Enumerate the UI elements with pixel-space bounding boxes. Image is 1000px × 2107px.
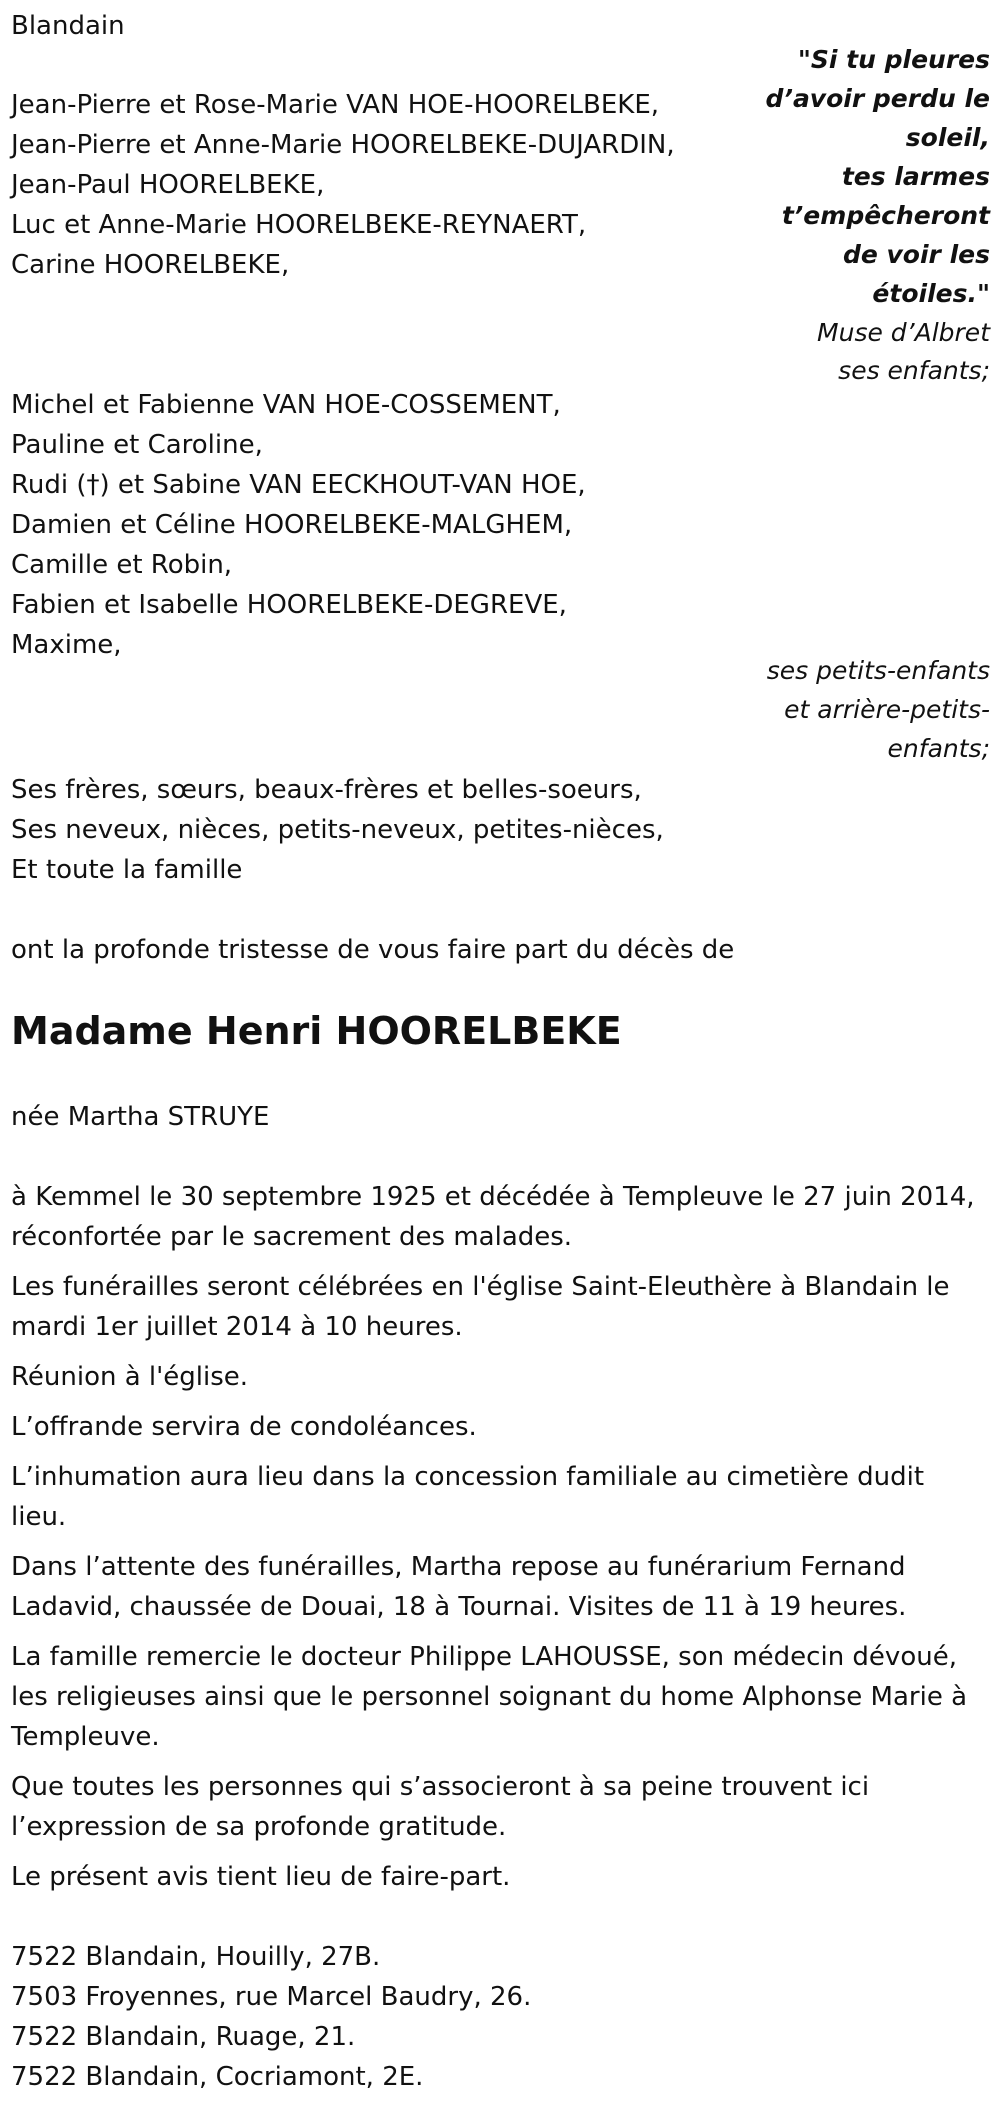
family-line: Ses frères, sœurs, beaux-frères et belles-soeurs, [11,775,642,805]
body-line: Les funérailles seront célébrées en l'église Saint-Eleuthère à Blandain le [11,1272,950,1302]
body-line: lieu. [11,1502,67,1532]
family-line: Jean-Paul HOORELBEKE, [11,170,325,200]
body-line: Que toutes les personnes qui s’associeront à sa peine trouvent ici [11,1772,870,1802]
address-line: 7522 Blandain, Cocriamont, 2E. [11,2062,424,2092]
address-line: 7503 Froyennes, rue Marcel Baudry, 26. [11,1982,532,2012]
address-line: 7522 Blandain, Houilly, 27B. [11,1942,381,1972]
maiden-name: née Martha STRUYE [11,1102,270,1132]
family-line: Maxime, [11,630,122,660]
body-line: Réunion à l'église. [11,1362,249,1392]
group-label-grandchildren: enfants; [887,734,990,763]
group-label-grandchildren: ses petits-enfants [766,656,990,685]
group-label-children: ses enfants; [838,356,990,385]
body-line: les religieuses ainsi que le personnel soignant du home Alphonse Marie à [11,1682,968,1712]
deceased-name: Madame Henri HOORELBEKE [11,1009,622,1053]
body-line: l’expression de sa profonde gratitude. [11,1812,507,1842]
family-line: Rudi (†) et Sabine VAN EECKHOUT-VAN HOE, [11,470,586,500]
family-line: Et toute la famille [11,855,243,885]
body-line: L’inhumation aura lieu dans la concession familiale au cimetière dudit [11,1462,925,1492]
family-line: Camille et Robin, [11,550,233,580]
quote-line: t’empêcheront [781,201,990,230]
quote-line: soleil, [905,123,990,152]
body-line: réconfortée par le sacrement des malades. [11,1222,573,1252]
family-line: Carine HOORELBEKE, [11,250,290,280]
quote-line: de voir les [842,240,990,269]
body-line: Ladavid, chaussée de Douai, 18 à Tournai. Visites de 11 à 19 heures. [11,1592,907,1622]
body-line: Dans l’attente des funérailles, Martha repose au funérarium Fernand [11,1552,906,1582]
family-line: Ses neveux, nièces, petits-neveux, petites-nièces, [11,815,664,845]
quote-line: étoiles." [872,279,990,308]
quote-line: tes larmes [841,162,990,191]
body-line: Templeuve. [11,1722,160,1752]
place-heading: Blandain [11,11,125,41]
body-line: Le présent avis tient lieu de faire-part. [11,1862,511,1892]
family-line: Damien et Céline HOORELBEKE-MALGHEM, [11,510,573,540]
family-line: Luc et Anne-Marie HOORELBEKE-REYNAERT, [11,210,587,240]
body-line: La famille remercie le docteur Philippe LAHOUSSE, son médecin dévoué, [11,1642,957,1672]
group-label-grandchildren: et arrière-petits- [784,695,990,724]
body-line: mardi 1er juillet 2014 à 10 heures. [11,1312,463,1342]
body-line: à Kemmel le 30 septembre 1925 et décédée à Templeuve le 27 juin 2014, [11,1182,975,1212]
address-line: 7522 Blandain, Ruage, 21. [11,2022,356,2052]
family-line: Jean-Pierre et Rose-Marie VAN HOE-HOORELBEKE, [11,90,660,120]
body-line: L’offrande servira de condoléances. [11,1412,477,1442]
family-line: Fabien et Isabelle HOORELBEKE-DEGREVE, [11,590,567,620]
family-line: Pauline et Caroline, [11,430,263,460]
quote-author: Muse d’Albret [817,318,990,347]
announcement-text: ont la profonde tristesse de vous faire part du décès de [11,935,735,965]
quote-line: "Si tu pleures [797,45,990,74]
family-line: Jean-Pierre et Anne-Marie HOORELBEKE-DUJARDIN, [11,130,675,160]
quote-line: d’avoir perdu le [765,84,990,113]
family-line: Michel et Fabienne VAN HOE-COSSEMENT, [11,390,561,420]
